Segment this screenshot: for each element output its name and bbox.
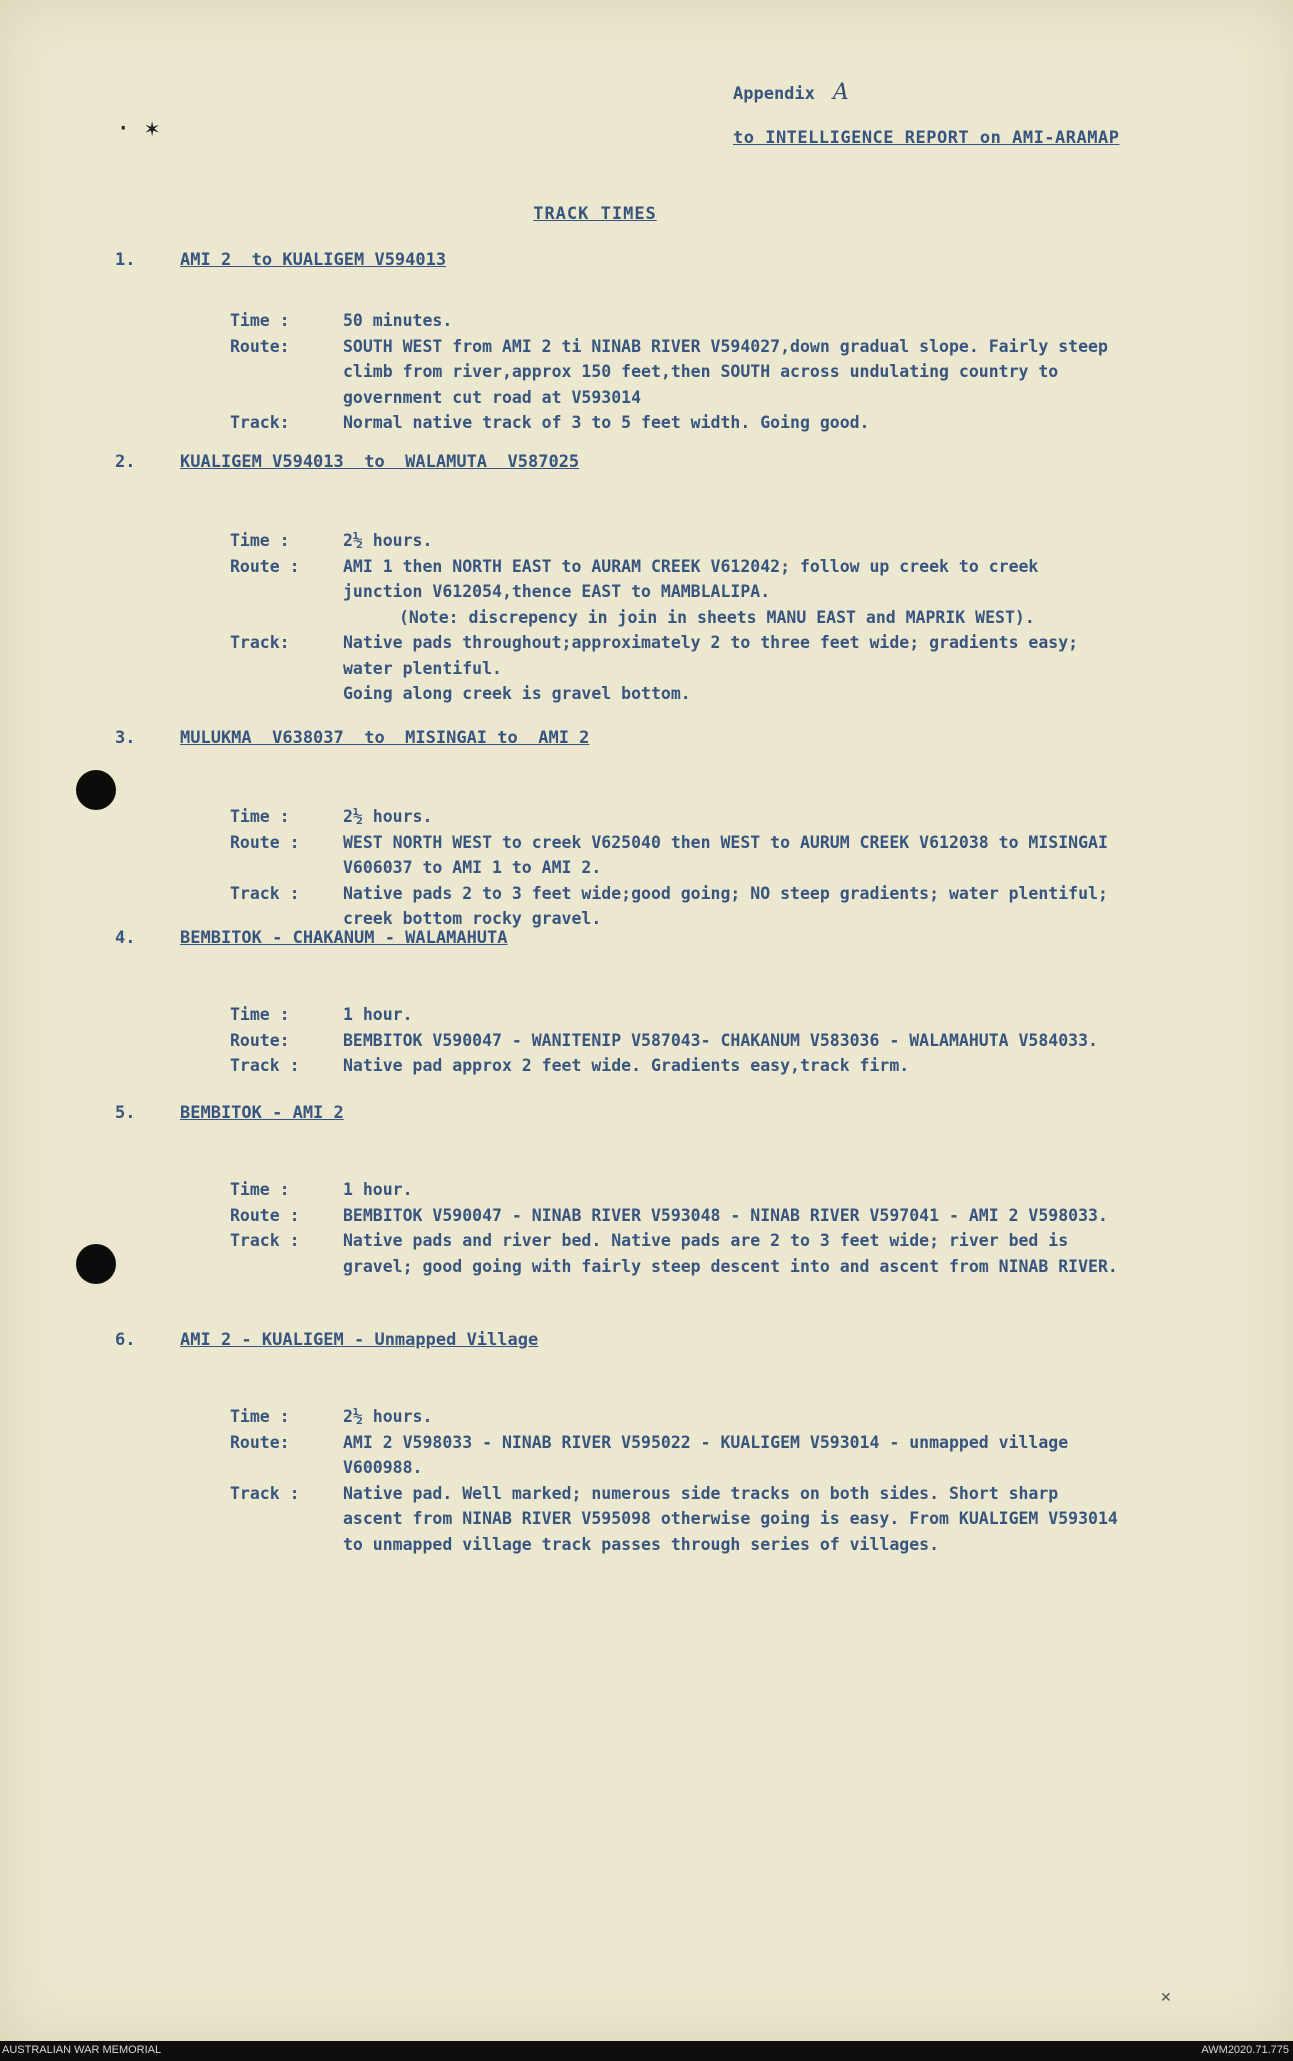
row-label [230, 681, 343, 707]
row-label: Track: [230, 413, 290, 432]
row-value: Native pad approx 2 feet wide. Gradients easy,track firm. [343, 1056, 910, 1075]
section-heading [115, 1103, 1245, 1129]
track-row [115, 1053, 1245, 1079]
margin-marks: · ✶ [116, 114, 160, 142]
route-row [115, 1028, 1245, 1054]
row-label: Time : [230, 1407, 290, 1426]
row-value: SOUTH WEST from AMI 2 ti NINAB RIVER V594027,down gradual slope. Fairly steep climb from river,approx 150 feet,then SOUTH across undulating country to government cut road at V593014 [343, 336, 1108, 407]
section-title: MULUKMA V638037 to MISINGAI to AMI 2 [180, 728, 590, 748]
section-number: 1. [115, 250, 136, 270]
section-number: 5. [115, 1103, 136, 1123]
appendix-letter: A [832, 80, 849, 105]
section-title: AMI 2 to KUALIGEM V594013 [180, 250, 447, 270]
row-label: Track : [230, 883, 300, 903]
row-value: 2½ hours. [343, 531, 433, 550]
route-row [115, 334, 1245, 411]
row-value: Going along creek is gravel bottom. [343, 684, 691, 703]
row-label: Track: [230, 633, 290, 652]
track-row [115, 410, 1245, 436]
section-4 [115, 928, 1245, 1079]
row-value: AMI 1 then NORTH EAST to AURAM CREEK V612042; follow up creek to creek junction V612054,thence EAST to MAMBLALIPA. [343, 556, 1039, 601]
row-label: Route: [230, 1030, 290, 1050]
row-value: Native pads throughout;approximately 2 to three feet wide; gradients easy; water plentiful. [343, 633, 1079, 678]
row-value: 1 hour. [343, 1005, 413, 1024]
section-6 [115, 1330, 1245, 1557]
track-row [115, 630, 1245, 681]
row-value: Native pad. Well marked; numerous side tracks on both sides. Short sharp ascent from NINAB RIVER V595098 otherwise going is easy. From KUALIGEM V593014 to unmapped village track passes through series of villages. [343, 1483, 1118, 1554]
row-value: Normal native track of 3 to 5 feet width. Going good. [343, 413, 870, 432]
row-label: Route : [230, 832, 300, 852]
row-value: 50 minutes. [343, 311, 453, 330]
section-number: 6. [115, 1330, 136, 1350]
appendix-label [733, 80, 849, 105]
section-title: BEMBITOK - CHAKANUM - WALAMAHUTA [180, 928, 508, 948]
row-label: Time : [230, 1180, 290, 1199]
row-label: Time : [230, 531, 290, 550]
section-title: AMI 2 - KUALIGEM - Unmapped Village [180, 1330, 539, 1350]
time-row [115, 1404, 1245, 1430]
section-1 [115, 250, 1245, 436]
route-row [115, 554, 1245, 605]
section-title: KUALIGEM V594013 to WALAMUTA V587025 [180, 452, 580, 472]
row-value: Native pads 2 to 3 feet wide;good going; NO steep gradients; water plentiful; creek bottom rocky gravel. [343, 883, 1108, 928]
row-value: BEMBITOK V590047 - WANITENIP V587043- CHAKANUM V583036 - WALAMAHUTA V584033. [343, 1030, 1098, 1050]
row-value: 1 hour. [343, 1180, 413, 1199]
footer-left: AUSTRALIAN WAR MEMORIAL [2, 2044, 162, 2056]
time-row [115, 1002, 1245, 1028]
page-title: TRACK TIMES [533, 204, 657, 224]
row-value: Native pads and river bed. Native pads are 2 to 3 feet wide; river bed is gravel; good going with fairly steep descent into and ascent from NINAB RIVER. [343, 1231, 1118, 1276]
section-heading [115, 928, 1245, 954]
row-label [230, 605, 343, 631]
row-label: Route: [230, 336, 290, 356]
row-label: Time : [230, 1005, 290, 1024]
row-value: AMI 2 V598033 - NINAB RIVER V595022 - KUALIGEM V593014 - unmapped village V600988. [343, 1432, 1069, 1477]
row-label: Track : [230, 1231, 300, 1250]
route-row [115, 1430, 1245, 1481]
section-heading [115, 452, 1245, 478]
section-number: 3. [115, 728, 136, 748]
row-label: Route: [230, 1432, 290, 1452]
report-subtitle: to INTELLIGENCE REPORT on AMI-ARAMAP [733, 128, 1120, 148]
row-label: Track : [230, 1483, 300, 1503]
row-label: Time : [230, 807, 290, 826]
time-row [115, 1177, 1245, 1203]
section-heading [115, 250, 1245, 276]
time-row [115, 308, 1245, 334]
row-value: 2½ hours. [343, 1407, 433, 1426]
row-label: Track : [230, 1056, 300, 1075]
track-row [115, 1481, 1245, 1558]
section-heading [115, 728, 1245, 754]
route-row [115, 1203, 1245, 1229]
section-number: 4. [115, 928, 136, 948]
row-label: Time : [230, 311, 290, 330]
corner-mark-icon: ✕ [1160, 1990, 1172, 2006]
time-row [115, 804, 1245, 830]
section-3 [115, 728, 1245, 932]
section-5 [115, 1103, 1245, 1279]
row-label: Route : [230, 556, 300, 576]
row-value: BEMBITOK V590047 - NINAB RIVER V593048 - NINAB RIVER V597041 - AMI 2 V598033. [343, 1205, 1108, 1225]
note-row [115, 605, 1245, 631]
track-continuation-row [115, 681, 1245, 707]
section-number: 2. [115, 452, 136, 472]
punch-hole-top [76, 770, 116, 810]
appendix-word: Appendix [733, 84, 815, 104]
row-label: Route : [230, 1205, 300, 1225]
time-row [115, 528, 1245, 554]
route-row [115, 830, 1245, 881]
section-heading [115, 1330, 1245, 1356]
section-2 [115, 452, 1245, 707]
section-title: BEMBITOK - AMI 2 [180, 1103, 344, 1123]
track-row [115, 1228, 1245, 1279]
row-value: 2½ hours. [343, 807, 433, 826]
punch-hole-bottom [76, 1244, 116, 1284]
row-value: WEST NORTH WEST to creek V625040 then WEST to AURUM CREEK V612038 to MISINGAI V606037 to AMI 1 to AMI 2. [343, 832, 1108, 877]
footer-right: AWM2020.71.775 [1201, 2044, 1289, 2056]
map-note: (Note: discrepency in join in sheets MANU EAST and MAPRIK WEST). [399, 607, 1035, 627]
track-row [115, 881, 1245, 932]
